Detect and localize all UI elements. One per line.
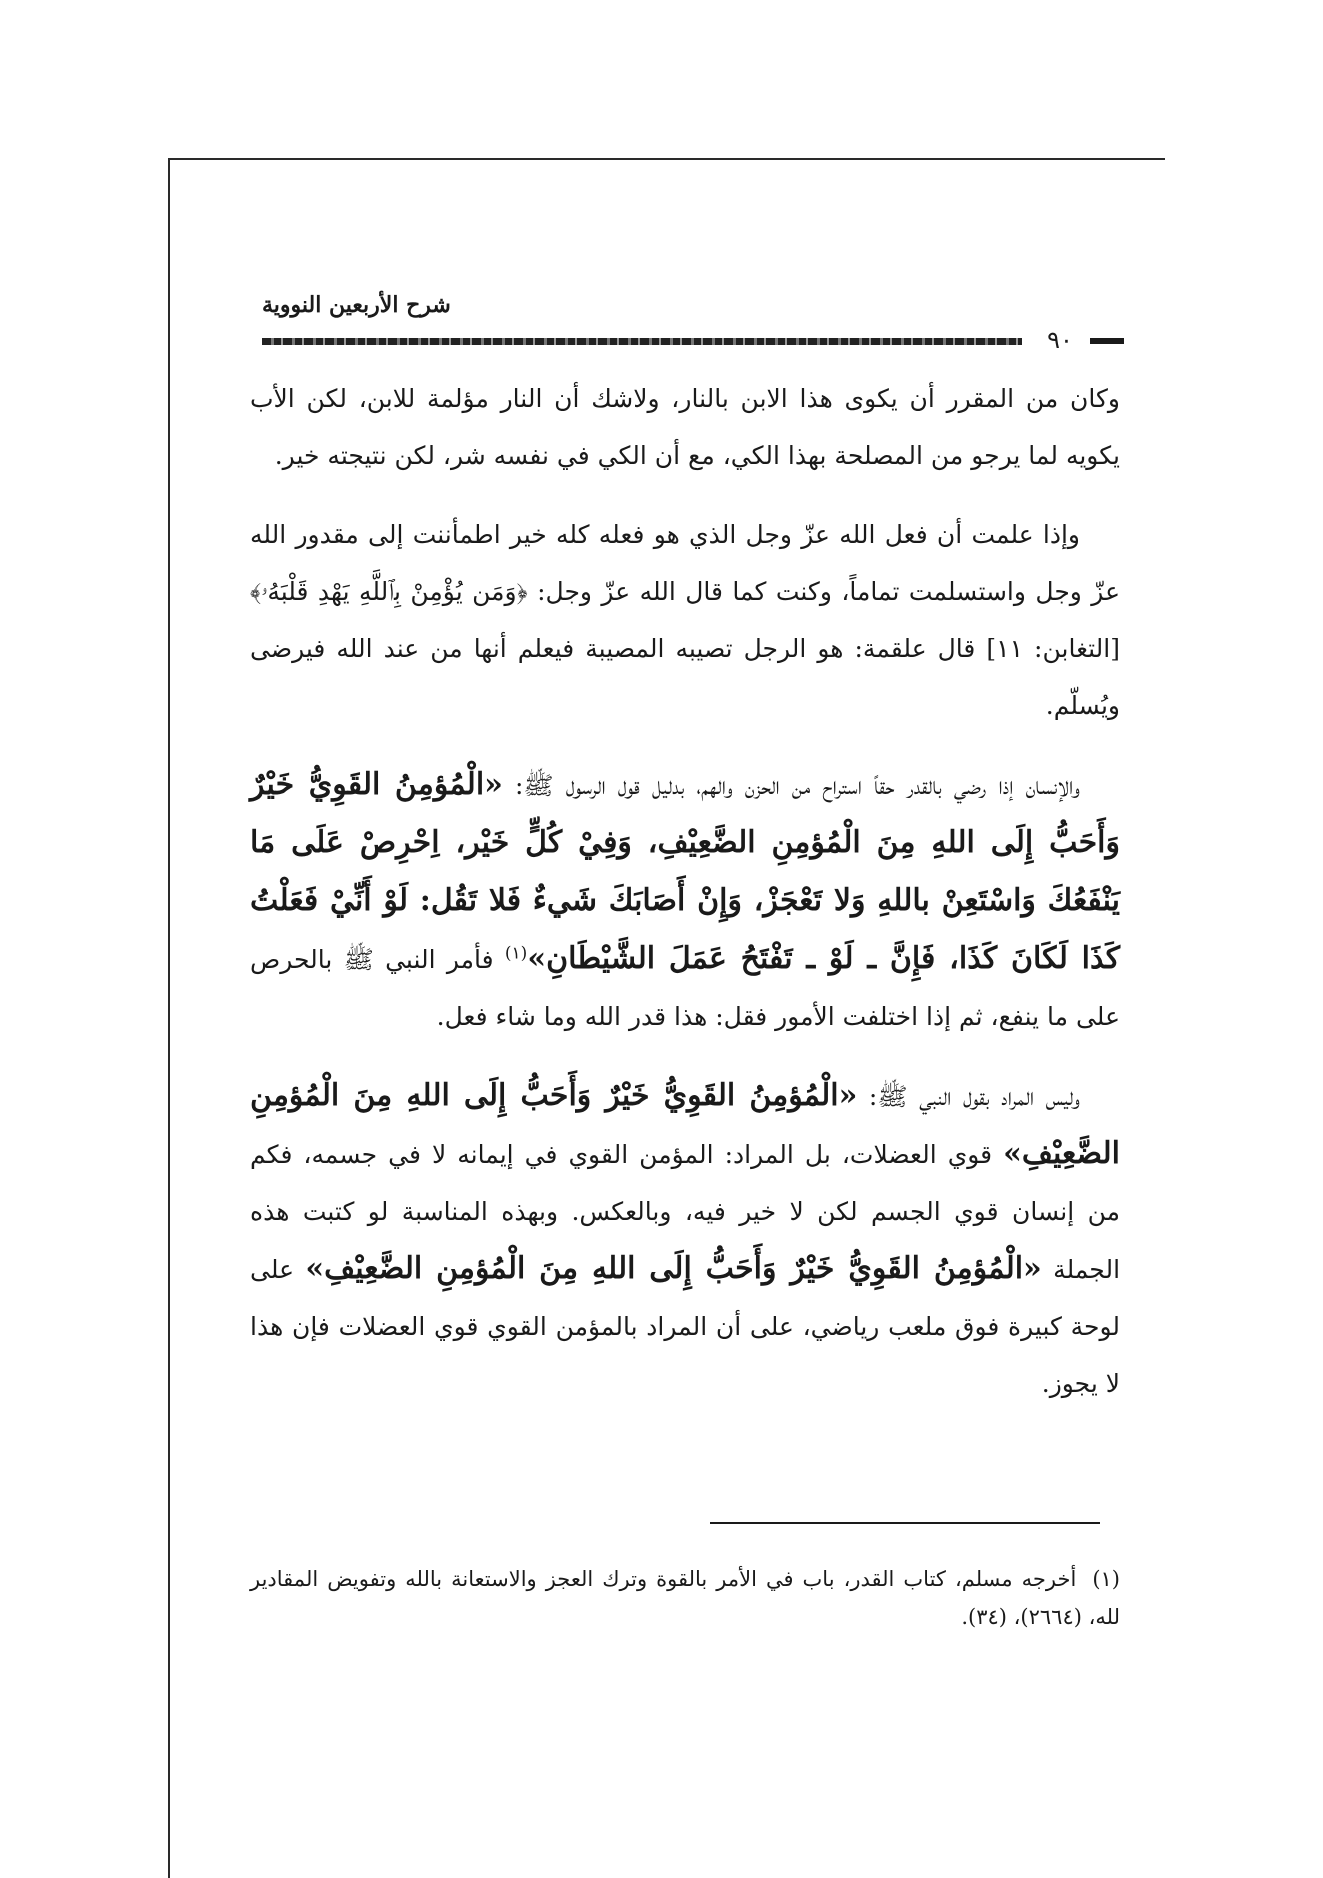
body-text — [250, 370, 1120, 1434]
page-frame-left-border — [168, 158, 170, 1878]
paragraph-3-lead: والإنسان إذا رضي بالقدر حقاً استراح من الحزن والهم، بدليل قول الرسول ﷺ: — [502, 771, 1080, 800]
paragraph-4 — [250, 1067, 1120, 1412]
paragraph-1: وكان من المقرر أن يكوى هذا الابن بالنار، ولاشك أن النار مؤلمة للابن، لكن الأب يكويه لما يرجو من المصلحة بهذا الكي، مع أن الكي في نفسه شر، لكن نتيجته خير. — [250, 384, 1120, 470]
footnote-marker: (١) — [1092, 1567, 1120, 1591]
footnote-separator — [710, 1522, 1100, 1524]
paragraph-3 — [250, 756, 1120, 1045]
paragraph-4-middle: قوي العضلات، بل المراد: المؤمن القوي في إيمانه لا في جسمه، فكم من إنسان قوي الجسم لكن لا خير فيه، وبالعكس. وبهذه المناسبة لو كتبت هذه الجملة — [250, 1140, 1121, 1284]
paragraph-3-tail: فأمر النبي ﷺ بالحرص على ما ينفع، ثم إذا اختلفت الأمور فقل: هذا قدر الله وما شاء فعل. — [250, 945, 1120, 1031]
header-rule — [262, 338, 1022, 345]
paragraph-4-tail: على لوحة كبيرة فوق ملعب رياضي، على أن المراد بالمؤمن القوي قوي العضلات فإن هذا لا يجوز. — [250, 1255, 1120, 1398]
running-title: شرح الأربعين النووية — [262, 292, 451, 318]
hadith-quote: «الْمُؤمِنُ القَوِيُّ خَيْرٌ وَأَحَبُّ إِلَى اللهِ مِنَ الْمُؤمِنِ الضَّعِيْفِ» — [250, 1078, 1120, 1171]
footnote-text: أخرجه مسلم، كتاب القدر، باب في الأمر بالقوة وترك العجز والاستعانة بالله وتفويض المقادير لله، (٢٦٦٤)، (٣٤). — [250, 1567, 1120, 1629]
hadith-quote: «الْمُؤمِنُ القَوِيُّ خَيْرٌ وَأَحَبُّ إِلَى اللهِ مِنَ الْمُؤمِنِ الضَّعِيْفِ، وَفِيْ كُلٍّ خَيْر، اِحْرِصْ عَلَى مَا يَنْفَعُكَ وَاسْتَعِنْ باللهِ وَلا تَعْجَزْ، وَإِنْ أَصَابَكَ شَيءٌ فَلا تَقُل: لَوْ أَنِّيْ فَعَلْتُ كَذَا لَكَانَ كَذَا، فَإِنَّ ـ لَوْ ـ تَفْتَحُ عَمَلَ الشَّيْطَانِ» — [250, 767, 1121, 976]
page-frame-top-border — [168, 158, 1165, 160]
page-number: ٩٠ — [1047, 326, 1073, 354]
page-number-dash — [1090, 338, 1124, 344]
footnote — [250, 1560, 1120, 1636]
footnote-reference[interactable]: (١) — [504, 943, 528, 964]
paragraph-2: وإذا علمت أن فعل الله عزّ وجل الذي هو فعله كله خير اطمأننت إلى مقدور الله عزّ وجل واستسلمت تماماً، وكنت كما قال الله عزّ وجل: ﴿وَمَن يُؤْمِنْ بِٱللَّهِ يَهْدِ قَلْبَهُۥ﴾ [التغابن: ١١] قال علقمة: هو الرجل تصيبه المصيبة فيعلم أنها من عند الله فيرضى ويُسلّم. — [250, 520, 1120, 720]
hadith-quote-repeat: «الْمُؤمِنُ القَوِيُّ خَيْرٌ وَأَحَبُّ إِلَى اللهِ مِنَ الْمُؤمِنِ الضَّعِيْفِ» — [305, 1251, 1042, 1286]
paragraph-4-lead: وليس المراد بقول النبي ﷺ: — [857, 1082, 1080, 1111]
